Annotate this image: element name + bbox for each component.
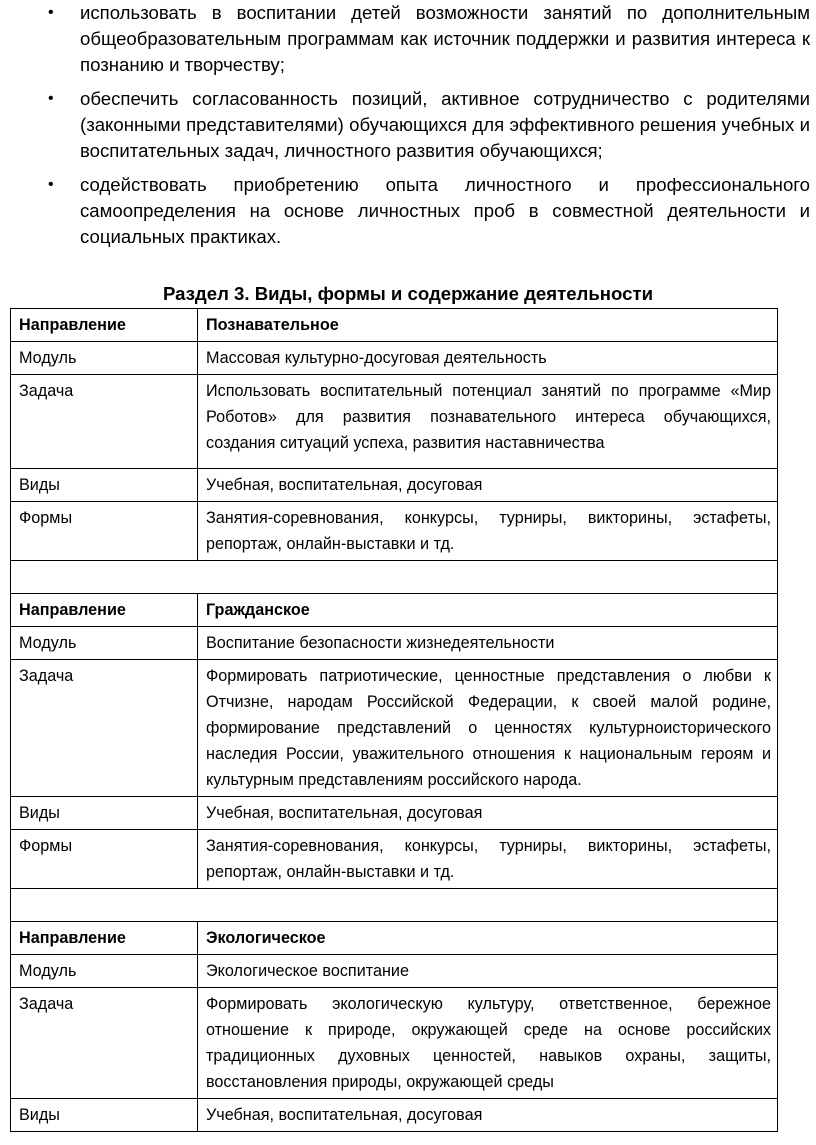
table-row <box>11 309 778 342</box>
table-row <box>11 594 778 627</box>
forms-label: Формы <box>11 502 198 561</box>
bullet-dot-icon: • <box>48 90 54 107</box>
table-row <box>11 988 778 1099</box>
task-label: Задача <box>11 988 198 1099</box>
activities-table <box>10 308 778 1132</box>
table-row <box>11 375 778 469</box>
table-row <box>11 1099 778 1132</box>
table-row <box>11 627 778 660</box>
types-value: Учебная, воспитательная, досуговая <box>198 469 778 502</box>
table-row <box>11 955 778 988</box>
module-value: Экологическое воспитание <box>198 955 778 988</box>
spacer-row <box>11 889 778 922</box>
task-value: Формировать экологическую культуру, ответственное, бережное отношение к природе, окружающей среде на основе российских традиционных духовных ценностей, навыков охраны, защиты, восстановления природы, окружающей среды <box>198 988 778 1099</box>
bullet-text: использовать в воспитании детей возможности занятий по дополнительным общеобразовательным программам как источник поддержки и развития интереса к познанию и творчеству; <box>80 2 810 75</box>
bullet-dot-icon: • <box>48 176 54 193</box>
forms-value: Занятия-соревнования, конкурсы, турниры, викторины, эстафеты, репортаж, онлайн-выставки и тд. <box>198 502 778 561</box>
spacer-cell <box>11 561 778 594</box>
spacer-cell <box>11 889 778 922</box>
task-label: Задача <box>11 660 198 797</box>
module-label: Модуль <box>11 342 198 375</box>
intro-bullet-list <box>48 0 810 258</box>
module-label: Модуль <box>11 627 198 660</box>
table-row <box>11 830 778 889</box>
direction-label: Направление <box>11 309 198 342</box>
types-label: Виды <box>11 1099 198 1132</box>
direction-value: Познавательное <box>198 309 778 342</box>
task-label: Задача <box>11 375 198 469</box>
module-value: Массовая культурно-досуговая деятельность <box>198 342 778 375</box>
direction-value: Гражданское <box>198 594 778 627</box>
module-value: Воспитание безопасности жизнедеятельности <box>198 627 778 660</box>
forms-label: Формы <box>11 830 198 889</box>
table-row <box>11 922 778 955</box>
bullet-dot-icon: • <box>48 4 54 21</box>
types-value: Учебная, воспитательная, досуговая <box>198 1099 778 1132</box>
task-value: Использовать воспитательный потенциал занятий по программе «Мир Роботов» для развития познавательного интереса обучающихся, создания ситуаций успеха, развития наставничества <box>198 375 778 469</box>
spacer-row <box>11 561 778 594</box>
table-row <box>11 502 778 561</box>
types-value: Учебная, воспитательная, досуговая <box>198 797 778 830</box>
table-row <box>11 660 778 797</box>
bullet-item <box>48 0 810 78</box>
table-row <box>11 342 778 375</box>
table-row <box>11 797 778 830</box>
module-label: Модуль <box>11 955 198 988</box>
bullet-item <box>48 86 810 164</box>
types-label: Виды <box>11 797 198 830</box>
bullet-text: содействовать приобретению опыта личностного и профессионального самоопределения на основе личностных проб в совместной деятельности и социальных практиках. <box>80 174 810 247</box>
table-row <box>11 469 778 502</box>
bullet-item <box>48 172 810 250</box>
section-title: Раздел 3. Виды, формы и содержание деятельности <box>162 283 654 304</box>
forms-value: Занятия-соревнования, конкурсы, турниры, викторины, эстафеты, репортаж, онлайн-выставки и тд. <box>198 830 778 889</box>
bullet-text: обеспечить согласованность позиций, активное сотрудничество с родителями (законными представителями) обучающихся для эффективного решения учебных и воспитательных задач, личностного развития обучающихся; <box>80 88 810 161</box>
types-label: Виды <box>11 469 198 502</box>
direction-label: Направление <box>11 594 198 627</box>
task-value: Формировать патриотические, ценностные представления о любви к Отчизне, народам Российской Федерации, к своей малой родине, формирование представлений о ценностях культурноисторического наследия России, уважительного отношения к национальным героям и культурным представлениям российского народа. <box>198 660 778 797</box>
direction-label: Направление <box>11 922 198 955</box>
direction-value: Экологическое <box>198 922 778 955</box>
